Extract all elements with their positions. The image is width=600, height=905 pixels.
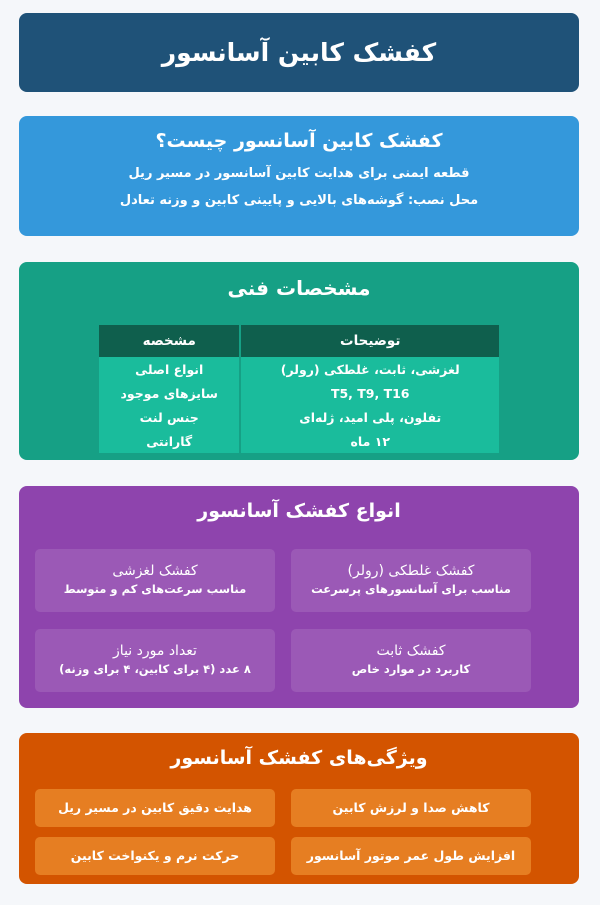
column-header-description: توضیحات bbox=[240, 325, 499, 357]
install-location-text: محل نصب: گوشه‌های بالایی و پایینی کابین و وزنه تعادل bbox=[119, 193, 479, 208]
type-title: تعداد مورد نیاز bbox=[113, 643, 197, 659]
specs-section bbox=[19, 262, 579, 460]
definition-text: قطعه ایمنی برای هدایت کابین آسانسور در مسیر ریل bbox=[128, 166, 470, 181]
type-description: مناسب برای آسانسورهای پرسرعت bbox=[311, 582, 511, 596]
type-card bbox=[291, 549, 531, 612]
type-card bbox=[291, 629, 531, 692]
cell-description: تفلون، پلی امید، ژله‌ای bbox=[240, 405, 499, 429]
page-title: کفشک کابین آسانسور bbox=[161, 38, 437, 67]
feature-item: کاهش صدا و لرزش کابین bbox=[291, 789, 531, 827]
cell-feature: انواع اصلی bbox=[99, 357, 240, 381]
type-card bbox=[35, 629, 275, 692]
table-row bbox=[99, 357, 499, 381]
section-title: مشخصات فنی bbox=[227, 276, 371, 300]
type-title: کفشک لغزشی bbox=[112, 563, 198, 579]
cell-description: لغزشی، ثابت، غلطکی (رولر) bbox=[240, 357, 499, 381]
types-section bbox=[19, 486, 579, 708]
section-title: انواع کفشک آسانسور bbox=[197, 500, 401, 522]
type-description: مناسب سرعت‌های کم و متوسط bbox=[63, 582, 247, 596]
cell-description: T5, T9, T16 bbox=[240, 381, 499, 405]
table-row bbox=[99, 429, 499, 453]
table-header bbox=[99, 325, 499, 357]
cell-description: ۱۲ ماه bbox=[240, 429, 499, 453]
table-row bbox=[99, 405, 499, 429]
specs-table bbox=[99, 325, 499, 453]
type-title: کفشک غلطکی (رولر) bbox=[347, 563, 475, 579]
section-title: ویژگی‌های کفشک آسانسور bbox=[170, 747, 428, 769]
column-header-feature: مشخصه bbox=[99, 325, 240, 357]
table-row bbox=[99, 381, 499, 405]
type-title: کفشک ثابت bbox=[376, 643, 446, 659]
feature-item: هدایت دقیق کابین در مسیر ریل bbox=[35, 789, 275, 827]
cell-feature: گارانتی bbox=[99, 429, 240, 453]
type-description: ۸ عدد (۴ برای کابین، ۴ برای وزنه) bbox=[59, 662, 251, 676]
cell-feature: جنس لنت bbox=[99, 405, 240, 429]
page-header bbox=[19, 13, 579, 92]
section-title: کفشک کابین آسانسور چیست؟ bbox=[155, 130, 443, 152]
feature-item: افزایش طول عمر موتور آسانسور bbox=[291, 837, 531, 875]
type-description: کاربرد در موارد خاص bbox=[351, 662, 471, 676]
what-is-section bbox=[19, 116, 579, 236]
features-section bbox=[19, 733, 579, 884]
feature-item: حرکت نرم و یکنواخت کابین bbox=[35, 837, 275, 875]
type-card bbox=[35, 549, 275, 612]
cell-feature: سایزهای موجود bbox=[99, 381, 240, 405]
